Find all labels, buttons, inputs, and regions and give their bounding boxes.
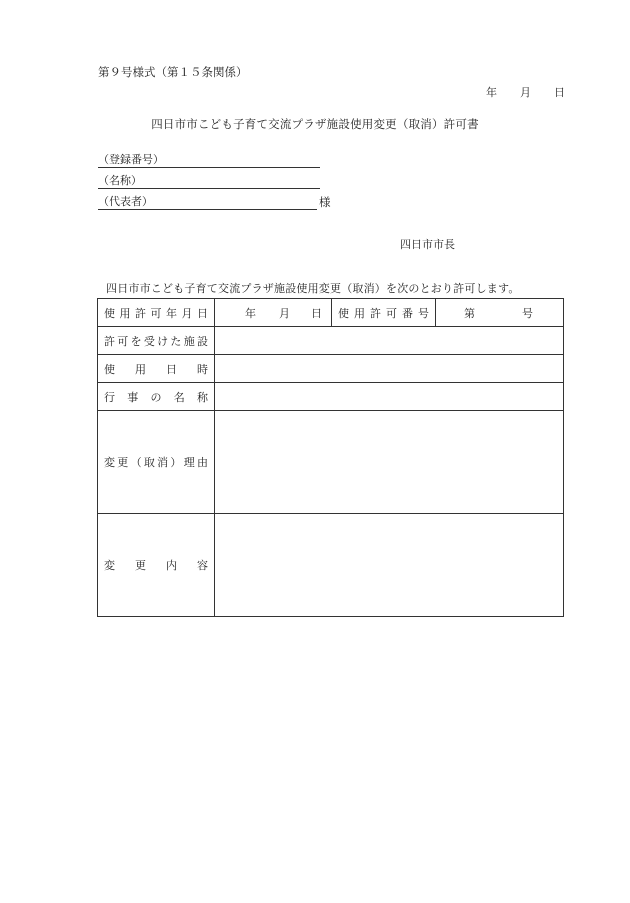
name-label: （名称） <box>98 174 142 187</box>
permit-number-value[interactable] <box>436 299 564 327</box>
permit-date-year: 年 <box>245 306 256 320</box>
registration-number-field[interactable] <box>98 153 320 168</box>
change-content-value[interactable] <box>215 514 564 617</box>
permit-date-label: 使用許可年月日 <box>98 299 215 327</box>
permit-table <box>97 298 564 617</box>
representative-label: （代表者） <box>98 195 153 208</box>
issuer: 四日市市長 <box>400 238 455 251</box>
table-row <box>98 411 564 514</box>
document-title: 四日市市こども子育て交流プラザ施設使用変更（取消）許可書 <box>151 117 479 131</box>
change-content-label: 変更内容 <box>98 514 215 617</box>
facility-value[interactable] <box>215 327 564 355</box>
date-year: 年 <box>486 86 497 99</box>
permit-number-label: 使用許可番号 <box>332 299 436 327</box>
table-row <box>98 383 564 411</box>
permit-statement: 四日市市こども子育て交流プラザ施設使用変更（取消）を次のとおり許可します。 <box>106 282 520 295</box>
table-row <box>98 327 564 355</box>
representative-field[interactable] <box>98 195 317 210</box>
table-row <box>98 355 564 383</box>
usage-datetime-label: 使用日時 <box>98 355 215 383</box>
name-field[interactable] <box>98 174 320 189</box>
event-name-label: 行事の名称 <box>98 383 215 411</box>
permit-date-month: 月 <box>279 306 290 320</box>
event-name-value[interactable] <box>215 383 564 411</box>
table-row <box>98 299 564 327</box>
usage-datetime-value[interactable] <box>215 355 564 383</box>
facility-label: 許可を受けた施設 <box>98 327 215 355</box>
table-row <box>98 514 564 617</box>
registration-number-label: （登録番号） <box>98 153 164 166</box>
reason-value[interactable] <box>215 411 564 514</box>
reason-label: 変更（取消）理由 <box>98 411 215 514</box>
permit-date-day: 日 <box>311 306 322 320</box>
date-day: 日 <box>554 86 565 99</box>
permit-number-prefix: 第 <box>464 306 475 320</box>
permit-number-suffix: 号 <box>522 306 533 320</box>
permit-date-value[interactable] <box>215 299 332 327</box>
honorific: 様 <box>319 195 331 209</box>
date-month: 月 <box>520 86 531 99</box>
form-number: 第９号様式（第１５条関係） <box>98 65 248 79</box>
issue-date <box>486 84 565 100</box>
